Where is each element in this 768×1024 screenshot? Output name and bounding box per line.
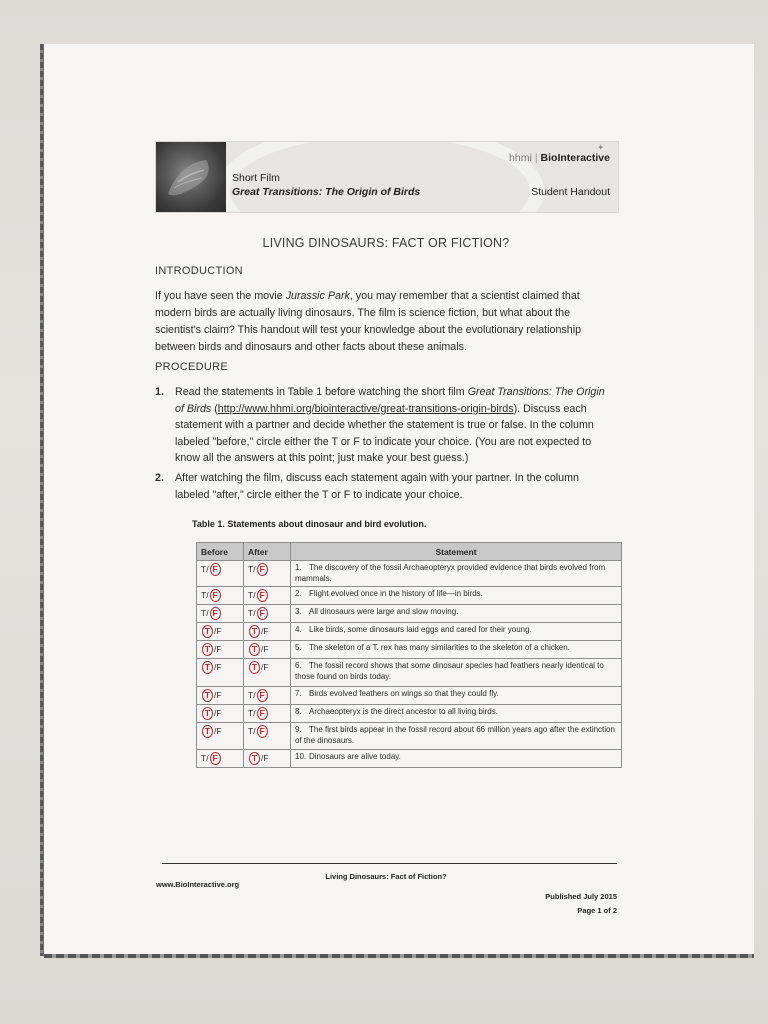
header-banner bbox=[155, 141, 619, 213]
answer-cell-before[interactable]: T /F bbox=[197, 705, 244, 723]
circled-false-mark: F bbox=[210, 563, 221, 576]
logo-icon: ✦ bbox=[597, 143, 604, 152]
logo-org: hhmi bbox=[509, 152, 532, 164]
film-title: Great Transitions: The Origin of Birds bbox=[232, 186, 421, 198]
circled-true-mark: T bbox=[249, 752, 260, 765]
table-caption: Table 1. Statements about dinosaur and bird evolution. bbox=[192, 519, 427, 529]
statement-cell: 9. The first birds appear in the fossil record about 66 million years ago after the extinction of the dinosaurs. bbox=[291, 723, 622, 750]
paper-edge-left bbox=[40, 44, 43, 956]
answer-cell-after[interactable]: T /F bbox=[244, 659, 291, 687]
statement-cell: 4. Like birds, some dinosaurs laid eggs and cared for their young. bbox=[291, 623, 622, 641]
circled-false-mark: F bbox=[257, 725, 268, 738]
column-header-before: Before bbox=[197, 543, 244, 561]
introduction-heading: INTRODUCTION bbox=[155, 265, 243, 277]
table-row bbox=[197, 750, 622, 768]
table-row bbox=[197, 659, 622, 687]
procedure-step-2: 2. After watching the film, discuss each statement again with your partner. In the column labeled "after," circle either the T or F to indicate your choice. bbox=[155, 472, 579, 501]
statement-cell: 2. Flight evolved once in the history of life—in birds. bbox=[291, 587, 622, 605]
answer-cell-before[interactable]: T/ F bbox=[197, 750, 244, 768]
procedure-step-1: 1. Read the statements in Table 1 before watching the short film Great Transitions: The Origin of Birds (http://www.hhmi.org/biointeractive/great-transitions-origin-birds). Discuss each statement with a partner and decide whether the statement is true or false. In the column labeled "before," circle either the T or F to indicate your choice. (You are not expected to know all the answers at this point; just make your best guess.) bbox=[155, 386, 605, 464]
answer-cell-after[interactable]: T/ F bbox=[244, 687, 291, 705]
introduction-paragraph: If you have seen the movie Jurassic Park, you may remember that a scientist claimed that modern birds are actually living dinosaurs. The film is science fiction, but what about the scientist's claim? This handout will test your knowledge about the evolutionary relationship between birds and dinosaurs and other facts about these animals. bbox=[155, 290, 582, 353]
footer-divider bbox=[162, 863, 617, 864]
circled-false-mark: F bbox=[257, 689, 268, 702]
paper-edge-bottom bbox=[44, 954, 754, 958]
answer-cell-before[interactable]: T /F bbox=[197, 687, 244, 705]
statement-cell: 8. Archaeopteryx is the direct ancestor to all living birds. bbox=[291, 705, 622, 723]
circled-false-mark: F bbox=[210, 589, 221, 602]
fossil-image bbox=[156, 142, 226, 212]
answer-cell-before[interactable]: T/ F bbox=[197, 605, 244, 623]
answer-cell-after[interactable]: T /F bbox=[244, 623, 291, 641]
page-number: Page 1 of 2 bbox=[577, 906, 617, 915]
circled-true-mark: T bbox=[202, 689, 213, 702]
answer-cell-before[interactable]: T/ F bbox=[197, 561, 244, 587]
answer-cell-after[interactable]: T /F bbox=[244, 641, 291, 659]
published-date: Published July 2015 bbox=[545, 892, 617, 901]
table-row bbox=[197, 623, 622, 641]
answer-cell-after[interactable]: T /F bbox=[244, 750, 291, 768]
statement-cell: 5. The skeleton of a T. rex has many similarities to the skeleton of a chicken. bbox=[291, 641, 622, 659]
table-row bbox=[197, 561, 622, 587]
statement-cell: 7. Birds evolved feathers on wings so that they could fly. bbox=[291, 687, 622, 705]
statements-table bbox=[196, 542, 622, 768]
logo-brand: BioInteractive bbox=[540, 152, 610, 164]
answer-cell-after[interactable]: T/ F bbox=[244, 561, 291, 587]
statement-cell: 10. Dinosaurs are alive today. bbox=[291, 750, 622, 768]
table-row bbox=[197, 687, 622, 705]
circled-false-mark: F bbox=[257, 563, 268, 576]
answer-cell-before[interactable]: T /F bbox=[197, 623, 244, 641]
answer-cell-before[interactable]: T /F bbox=[197, 641, 244, 659]
circled-false-mark: F bbox=[210, 607, 221, 620]
answer-cell-before[interactable]: T /F bbox=[197, 723, 244, 750]
circled-true-mark: T bbox=[202, 707, 213, 720]
circled-true-mark: T bbox=[249, 625, 260, 638]
table-row bbox=[197, 723, 622, 750]
circled-false-mark: F bbox=[210, 752, 221, 765]
handout-label: Student Handout bbox=[531, 186, 610, 198]
column-header-after: After bbox=[244, 543, 291, 561]
statement-cell: 6. The fossil record shows that some dinosaur species had feathers nearly identical to those found on birds today. bbox=[291, 659, 622, 687]
hhmi-logo: hhmi | BioInteractive bbox=[509, 152, 610, 164]
table-row bbox=[197, 705, 622, 723]
procedure-heading: PROCEDURE bbox=[155, 361, 228, 373]
statement-cell: 1. The discovery of the fossil Archaeopteryx provided evidence that birds evolved from mammals. bbox=[291, 561, 622, 587]
circled-true-mark: T bbox=[202, 643, 213, 656]
table-row bbox=[197, 641, 622, 659]
answer-cell-before[interactable]: T /F bbox=[197, 659, 244, 687]
page-title: LIVING DINOSAURS: FACT OR FICTION? bbox=[262, 236, 510, 250]
footer-website: www.BioInteractive.org bbox=[156, 880, 240, 889]
circled-true-mark: T bbox=[202, 725, 213, 738]
circled-false-mark: F bbox=[257, 607, 268, 620]
answer-cell-after[interactable]: T/ F bbox=[244, 705, 291, 723]
step-number: 1. bbox=[155, 386, 164, 398]
circled-true-mark: T bbox=[249, 661, 260, 674]
step-number: 2. bbox=[155, 472, 164, 484]
table-row bbox=[197, 605, 622, 623]
circled-false-mark: F bbox=[257, 589, 268, 602]
answer-cell-after[interactable]: T/ F bbox=[244, 587, 291, 605]
column-header-statement: Statement bbox=[291, 543, 622, 561]
answer-cell-after[interactable]: T/ F bbox=[244, 605, 291, 623]
short-film-label: Short Film bbox=[232, 172, 280, 184]
circled-true-mark: T bbox=[202, 625, 213, 638]
film-link[interactable]: http://www.hhmi.org/biointeractive/great-transitions-origin-birds bbox=[217, 402, 514, 415]
table-row bbox=[197, 587, 622, 605]
answer-cell-after[interactable]: T/ F bbox=[244, 723, 291, 750]
circled-true-mark: T bbox=[249, 643, 260, 656]
footer-title: Living Dinosaurs: Fact of Fiction? bbox=[325, 872, 447, 881]
statement-cell: 3. All dinosaurs were large and slow moving. bbox=[291, 605, 622, 623]
circled-true-mark: T bbox=[202, 661, 213, 674]
answer-cell-before[interactable]: T/ F bbox=[197, 587, 244, 605]
circled-false-mark: F bbox=[257, 707, 268, 720]
